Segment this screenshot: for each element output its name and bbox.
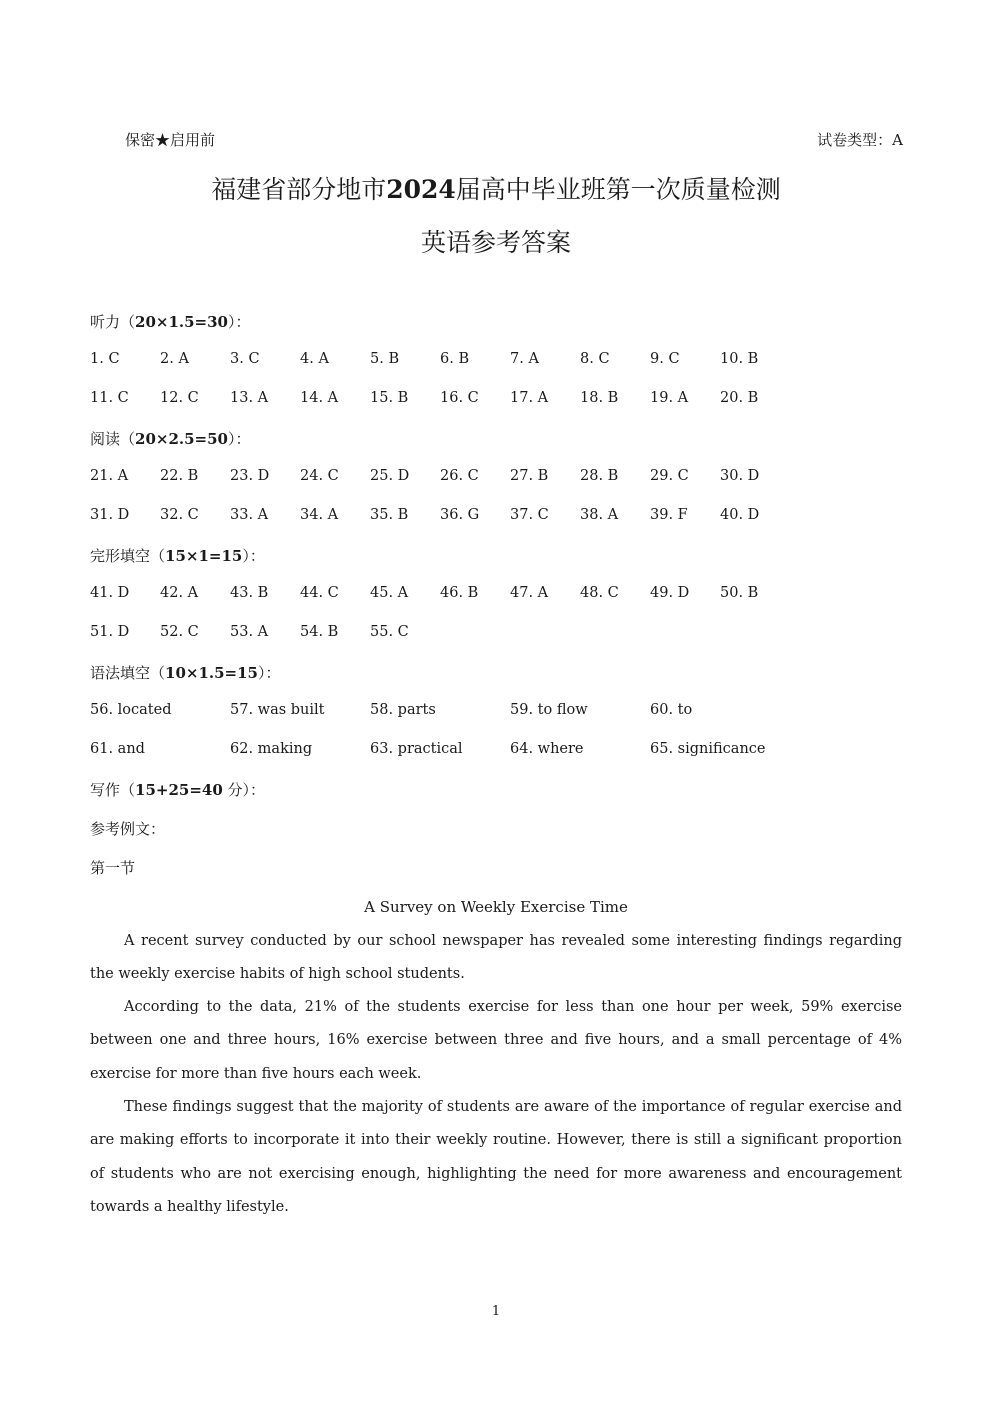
answer-item: 41. D xyxy=(90,585,130,601)
title-year: 2024 xyxy=(386,175,456,204)
answer-item: 30. D xyxy=(720,468,760,484)
answer-item: 13. A xyxy=(230,390,269,406)
section-end: ）： xyxy=(228,430,251,448)
answer-item: 8. C xyxy=(580,351,610,367)
answer-item: 24. C xyxy=(300,468,339,484)
answer-item: 44. C xyxy=(300,585,339,601)
answer-item: 61. and xyxy=(90,741,145,757)
answer-item: 27. B xyxy=(510,468,549,484)
answer-item: 14. A xyxy=(300,390,339,406)
answer-item: 3. C xyxy=(230,351,260,367)
answer-item: 34. A xyxy=(300,507,339,523)
essay-title: A Survey on Weekly Exercise Time xyxy=(364,898,628,916)
answer-item: 49. D xyxy=(650,585,690,601)
answer-item: 23. D xyxy=(230,468,270,484)
section-end: 分）： xyxy=(222,781,266,799)
answer-item: 26. C xyxy=(440,468,479,484)
answer-item: 2. A xyxy=(160,351,189,367)
answer-item: 51. D xyxy=(90,624,130,640)
section-reading-heading xyxy=(90,428,251,449)
answer-item: 1. C xyxy=(90,351,120,367)
answer-item: 19. A xyxy=(650,390,689,406)
section-score: 20×1.5=30 xyxy=(135,313,228,331)
answer-item: 55. C xyxy=(370,624,409,640)
answer-item: 50. B xyxy=(720,585,759,601)
section-score: 10×1.5=15 xyxy=(165,664,258,682)
answer-item: 58. parts xyxy=(370,702,436,718)
answer-item: 53. A xyxy=(230,624,269,640)
answer-item: 4. A xyxy=(300,351,329,367)
document-subtitle: 英语参考答案 xyxy=(420,228,571,257)
page-number: 1 xyxy=(491,1304,501,1319)
answer-item: 5. B xyxy=(370,351,400,367)
answer-item: 59. to flow xyxy=(510,702,588,718)
part-one-label: 第一节 xyxy=(90,859,136,877)
essay-paragraph-2: According to the data, 21% of the students exercise for less than one hour per week, 59% exercise between one and three hours, 16% exercise between three and five hours, and a small percentage of 4% exercise for more than five hours each week. xyxy=(90,999,902,1082)
answer-item: 11. C xyxy=(90,390,129,406)
answer-item: 47. A xyxy=(510,585,549,601)
answer-item: 31. D xyxy=(90,507,130,523)
answer-item: 42. A xyxy=(160,585,199,601)
answer-item: 20. B xyxy=(720,390,759,406)
section-listening-heading xyxy=(90,311,251,332)
answer-item: 36. G xyxy=(440,507,480,523)
answer-item: 28. B xyxy=(580,468,619,484)
answer-item: 37. C xyxy=(510,507,549,523)
answer-item: 10. B xyxy=(720,351,759,367)
essay-paragraph-1: A recent survey conducted by our school newspaper has revealed some interesting findings regarding the weekly exercise habits of high school students. xyxy=(90,933,902,983)
section-label: 完形填空（ xyxy=(90,547,166,565)
answer-item: 62. making xyxy=(230,741,313,757)
answer-item: 32. C xyxy=(160,507,199,523)
answer-item: 15. B xyxy=(370,390,409,406)
section-end: ）： xyxy=(242,547,265,565)
paper-type-label: 试卷类型：A xyxy=(817,131,903,149)
answer-item: 17. A xyxy=(510,390,549,406)
title-suffix: 届高中毕业班第一次质量检测 xyxy=(455,175,781,204)
answer-item: 57. was built xyxy=(230,702,325,718)
answer-item: 22. B xyxy=(160,468,199,484)
section-end: ）： xyxy=(258,664,281,682)
title-prefix: 福建省部分地市 xyxy=(211,175,387,204)
answer-item: 54. B xyxy=(300,624,339,640)
answer-item: 33. A xyxy=(230,507,269,523)
confidential-label: 保密★启用前 xyxy=(125,131,216,149)
answer-item: 60. to xyxy=(650,702,693,718)
answer-item: 43. B xyxy=(230,585,269,601)
answer-item: 38. A xyxy=(580,507,619,523)
reference-essay-label: 参考例文： xyxy=(90,820,166,838)
essay-paragraph-3: These findings suggest that the majority of students are aware of the importance of regular exercise and are making efforts to incorporate it into their weekly routine. However, there is still a significant proportion of students who are not exercising enough, highlighting the need for more awareness and encouragement towards a healthy lifestyle. xyxy=(90,1099,902,1215)
answer-item: 63. practical xyxy=(370,741,463,757)
answer-item: 9. C xyxy=(650,351,680,367)
section-score: 15×1=15 xyxy=(165,547,243,565)
section-end: ）： xyxy=(228,313,251,331)
answer-item: 25. D xyxy=(370,468,410,484)
section-grammar-heading xyxy=(90,662,281,683)
section-label: 写作（ xyxy=(90,781,136,799)
section-cloze-heading xyxy=(90,545,265,566)
answer-item: 46. B xyxy=(440,585,479,601)
answer-item: 12. C xyxy=(160,390,199,406)
answer-item: 39. F xyxy=(650,507,688,523)
answer-item: 35. B xyxy=(370,507,409,523)
section-label: 语法填空（ xyxy=(90,664,166,682)
section-writing-heading xyxy=(90,779,265,800)
answer-item: 48. C xyxy=(580,585,619,601)
section-score: 15+25=40 xyxy=(135,781,223,799)
section-label: 听力（ xyxy=(90,313,136,331)
answer-item: 6. B xyxy=(440,351,470,367)
answer-item: 64. where xyxy=(510,741,584,757)
answer-item: 7. A xyxy=(510,351,539,367)
answer-item: 40. D xyxy=(720,507,760,523)
answer-item: 16. C xyxy=(440,390,479,406)
answer-item: 45. A xyxy=(370,585,409,601)
answer-item: 29. C xyxy=(650,468,689,484)
section-label: 阅读（ xyxy=(90,430,136,448)
answer-item: 52. C xyxy=(160,624,199,640)
answer-item: 21. A xyxy=(90,468,129,484)
section-score: 20×2.5=50 xyxy=(135,430,228,448)
document-title xyxy=(0,170,992,206)
answer-item: 18. B xyxy=(580,390,619,406)
answer-item: 56. located xyxy=(90,702,172,718)
answer-item: 65. significance xyxy=(650,741,766,757)
